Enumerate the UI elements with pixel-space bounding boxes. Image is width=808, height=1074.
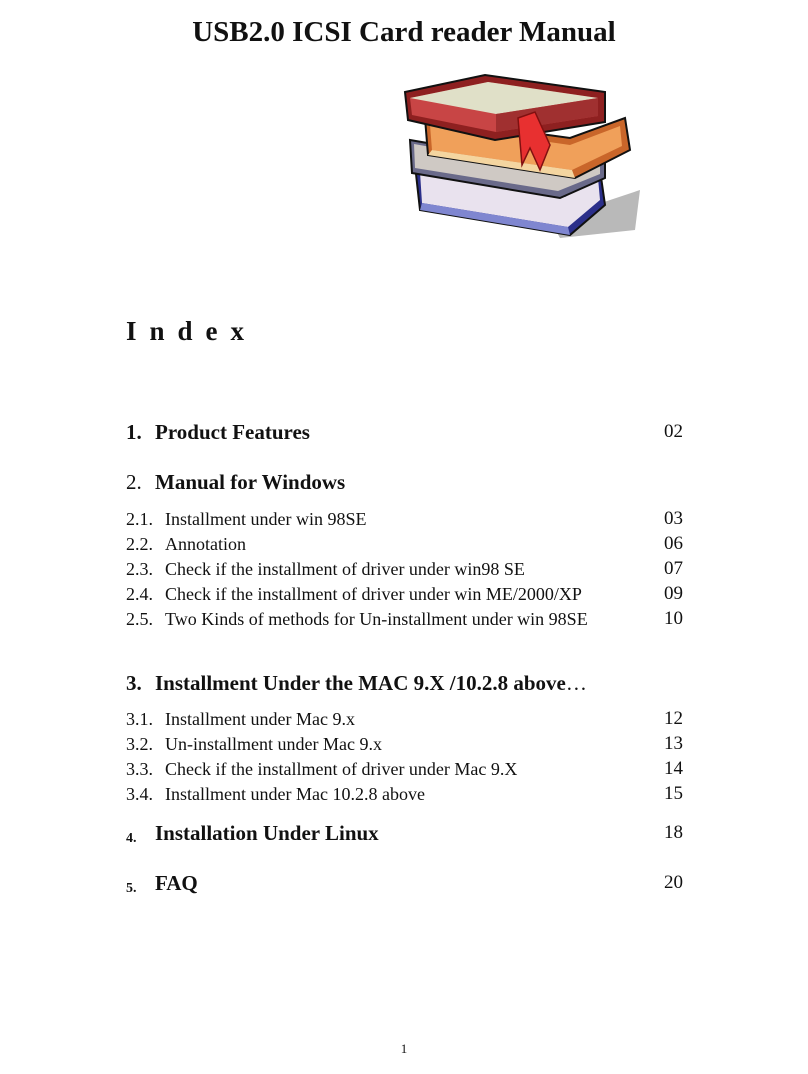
toc-page: 02: [664, 421, 683, 442]
toc-label: Product Features: [155, 420, 310, 444]
toc-page: 13: [664, 733, 683, 754]
toc-label: FAQ: [155, 871, 198, 895]
toc-entry-product-features[interactable]: [126, 419, 683, 443]
toc-number: 2.5.: [126, 609, 153, 629]
toc-label: Check if the installment of driver under win98 SE: [165, 559, 525, 579]
toc-label: Installment Under the MAC 9.X /10.2.8 above…: [155, 671, 587, 695]
toc-ellipsis: …: [565, 671, 587, 695]
toc-number: 3.1.: [126, 709, 153, 729]
toc-entry-mac-installment[interactable]: [126, 670, 683, 694]
toc-entry[interactable]: [126, 583, 683, 607]
toc-entry[interactable]: [126, 733, 683, 757]
toc-label: Manual for Windows: [155, 470, 346, 494]
toc-entry[interactable]: [126, 508, 683, 532]
toc-number: 2.4.: [126, 584, 153, 604]
toc-entry-manual-for-windows[interactable]: [126, 469, 683, 493]
toc-page: 03: [664, 508, 683, 529]
toc-number: 3.2.: [126, 734, 153, 754]
toc-page: 14: [664, 758, 683, 779]
toc-label: Annotation: [165, 534, 246, 554]
toc-number: 2.: [126, 470, 142, 494]
toc-label: Check if the installment of driver under win ME/2000/XP: [165, 584, 582, 604]
toc-entry[interactable]: [126, 533, 683, 557]
toc-label: Two Kinds of methods for Un-installment under win 98SE: [165, 609, 588, 629]
books-stack-icon: [400, 70, 645, 240]
page-number: 1: [400, 1041, 408, 1056]
toc-number: 3.3.: [126, 759, 153, 779]
index-heading: Index: [126, 316, 258, 346]
toc-number: 5.: [126, 881, 137, 896]
toc-number: 2.3.: [126, 559, 153, 579]
toc-label: Installment under Mac 9.x: [165, 709, 355, 729]
toc-number: 3.4.: [126, 784, 153, 804]
toc-page: 15: [664, 783, 683, 804]
toc-label: Installment under win 98SE: [165, 509, 367, 529]
toc-page: 07: [664, 558, 683, 579]
toc-entry-faq[interactable]: [126, 870, 683, 894]
toc-entry-linux[interactable]: [126, 820, 683, 844]
toc-number: 3.: [126, 671, 142, 695]
toc-entry[interactable]: [126, 783, 683, 807]
toc-entry[interactable]: [126, 558, 683, 582]
toc-number: 4.: [126, 831, 137, 846]
toc-entry[interactable]: [126, 608, 683, 632]
toc-number: 2.1.: [126, 509, 153, 529]
toc-page: 06: [664, 533, 683, 554]
toc-page: 20: [664, 872, 683, 893]
toc-page: 18: [664, 822, 683, 843]
toc-label: Installment under Mac 10.2.8 above: [165, 784, 425, 804]
toc-page: 10: [664, 608, 683, 629]
toc-entry[interactable]: [126, 708, 683, 732]
toc-label: Un-installment under Mac 9.x: [165, 734, 382, 754]
toc-number: 2.2.: [126, 534, 153, 554]
toc-label: Check if the installment of driver under Mac 9.X: [165, 759, 518, 779]
toc-label: Installation Under Linux: [155, 821, 379, 845]
document-title: USB2.0 ICSI Card reader Manual: [192, 16, 616, 48]
toc-number: 1.: [126, 420, 142, 444]
toc-entry[interactable]: [126, 758, 683, 782]
toc-page: 12: [664, 708, 683, 729]
toc-page: 09: [664, 583, 683, 604]
